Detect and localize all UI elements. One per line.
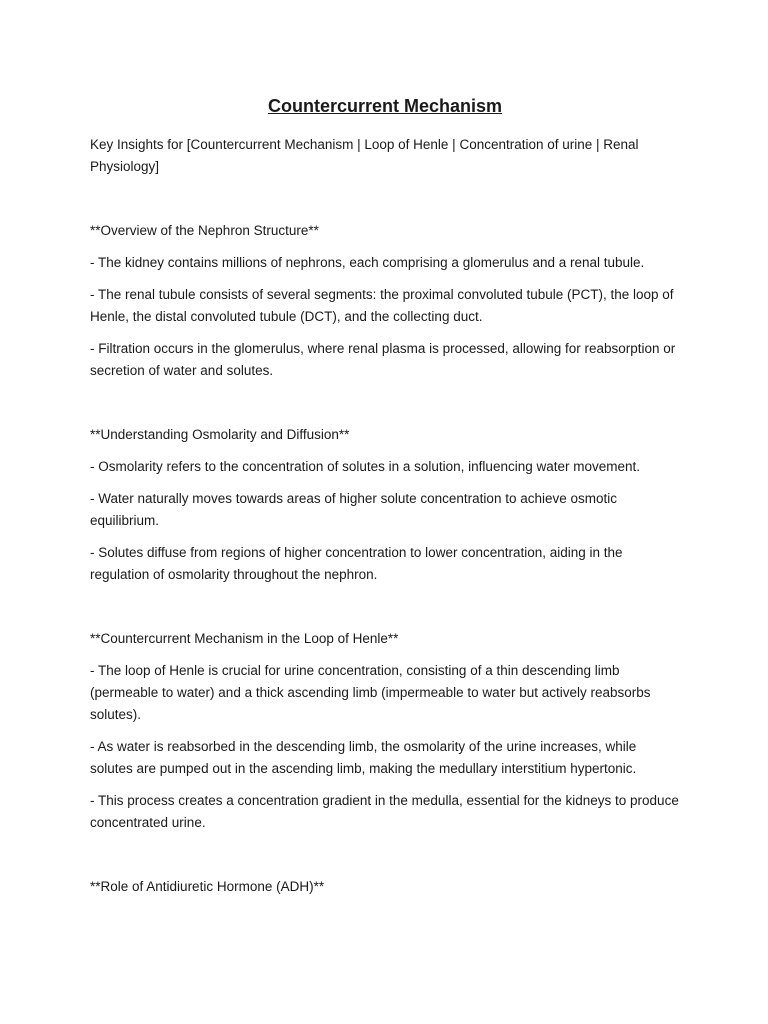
paragraph: - Solutes diffuse from regions of higher concentration to lower concentration, aiding in the regulation of osmolarity throughout the nephron. [90, 545, 623, 582]
section-countercurrent-loop [90, 628, 680, 834]
section-heading: **Understanding Osmolarity and Diffusion** [90, 427, 350, 442]
paragraph: - Filtration occurs in the glomerulus, where renal plasma is processed, allowing for reabsorption or secretion of water and solutes. [90, 341, 676, 378]
paragraph: - Water naturally moves towards areas of higher solute concentration to achieve osmotic equilibrium. [90, 491, 618, 528]
paragraph: - As water is reabsorbed in the descending limb, the osmolarity of the urine increases, while solutes are pumped out in the ascending limb, making the medullary interstitium hypertonic. [90, 739, 637, 776]
paragraph: - The renal tubule consists of several segments: the proximal convoluted tubule (PCT), the loop of Henle, the distal convoluted tubule (DCT), and the collecting duct. [90, 287, 674, 324]
paragraph: - The kidney contains millions of nephrons, each comprising a glomerulus and a renal tubule. [90, 255, 645, 270]
paragraph: - The loop of Henle is crucial for urine concentration, consisting of a thin descending limb (permeable to water) and a thick ascending limb (impermeable to water but actively reabsorbs solutes). [90, 663, 651, 722]
paragraph: - Osmolarity refers to the concentration of solutes in a solution, influencing water movement. [90, 459, 641, 474]
section-heading: **Countercurrent Mechanism in the Loop of Henle** [90, 631, 399, 646]
section-heading: **Overview of the Nephron Structure** [90, 223, 319, 238]
section-osmolarity-diffusion [90, 424, 680, 586]
section-adh-role [90, 876, 680, 898]
section-nephron-overview [90, 220, 680, 382]
document-title: Countercurrent Mechanism [267, 96, 503, 116]
paragraph: - This process creates a concentration gradient in the medulla, essential for the kidneys to produce concentrated urine. [90, 793, 679, 830]
section-heading: **Role of Antidiuretic Hormone (ADH)** [90, 879, 325, 894]
intro-text: Key Insights for [Countercurrent Mechanism | Loop of Henle | Concentration of urine | Renal Physiology] [90, 137, 639, 174]
document-page [90, 94, 680, 908]
